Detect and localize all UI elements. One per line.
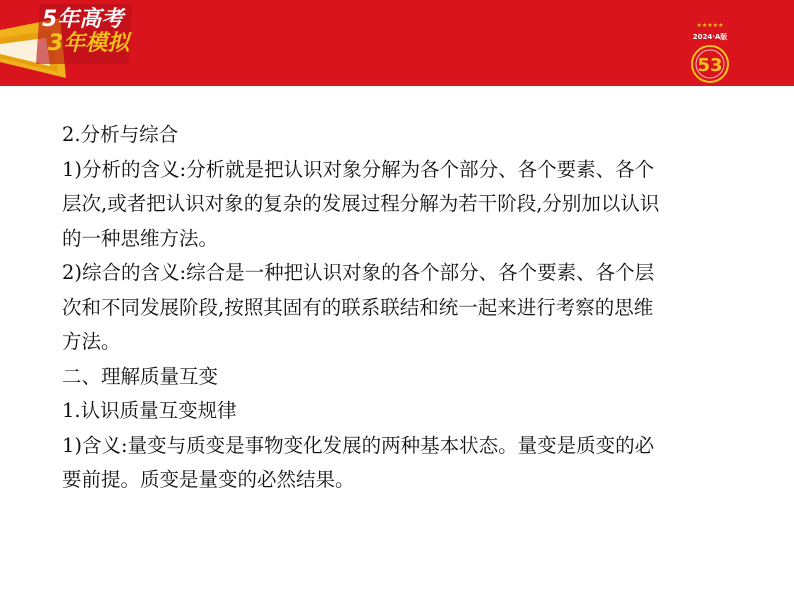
svg-text:★★★★★: ★★★★★ <box>696 22 724 29</box>
badge-year-label: 2024·A版 <box>692 33 728 41</box>
text-line: 要前提。质变是量变的必然结果。 <box>62 468 355 491</box>
text-line: 1)分析的含义:分析就是把认识对象分解为各个部分、各个要素、各个 <box>62 157 655 181</box>
text-line: 二、理解质量互变 <box>62 364 219 388</box>
text-line: 2.分析与综合 <box>62 123 179 146</box>
logo-title-line2: 3年模拟 <box>48 31 130 56</box>
edition-badge <box>688 20 732 84</box>
text-line: 层次,或者把认识对象的复杂的发展过程分解为若干阶段,分别加以认识 <box>62 192 660 215</box>
badge-number: 53 <box>697 55 723 76</box>
text-line: 1.认识质量互变规律 <box>62 399 237 422</box>
document-body <box>62 118 742 498</box>
brand-logo <box>0 0 140 86</box>
logo-title-line1: 5年高考 <box>42 7 124 32</box>
text-line: 1)含义:量变与质变是事物变化发展的两种基本状态。量变是质变的必 <box>62 433 655 457</box>
text-line: 的一种思维方法。 <box>62 226 219 250</box>
text-line: 2)综合的含义:综合是一种把认识对象的各个部分、各个要素、各个层 <box>62 261 655 284</box>
text-line: 次和不同发展阶段,按照其固有的联系联结和统一起来进行考察的思维 <box>62 295 654 319</box>
text-line: 方法。 <box>62 330 121 353</box>
header-bar <box>0 0 794 86</box>
